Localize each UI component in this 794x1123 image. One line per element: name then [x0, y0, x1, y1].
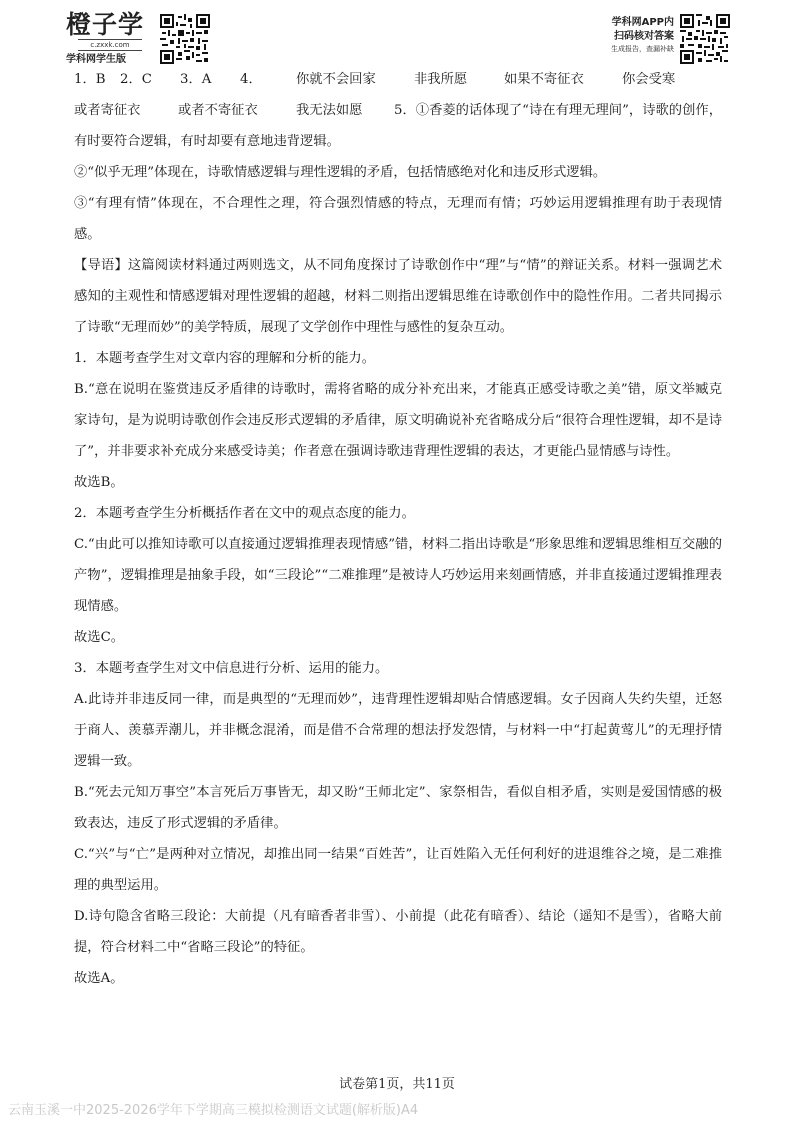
watermark: 云南玉溪一中2025-2026学年下学期高三模拟检测语文试题(解析版)A4 [8, 1103, 419, 1118]
answer-q4-a: 你就不会回家 [296, 72, 376, 87]
paragraph: A.此诗并非违反同一律，而是典型的“无理而妙”，违背理性逻辑却贴合情感逻辑。女子因商人失约失望，迁怒于商人、羡慕弄潮儿，并非概念混淆，而是借不合常理的想法抒发怨情，与材料一中“打起黄莺儿”的无理抒情逻辑一致。 [74, 692, 722, 769]
answer-q3: 3．A [180, 72, 212, 87]
answer-q1: 1．B [74, 72, 106, 87]
answer-line [74, 95, 722, 157]
paragraph: ③“有理有情”体现在，不合理性之理，符合强烈情感的特点，无理而有情；巧妙运用逻辑推理有助于表现情感。 [74, 196, 722, 242]
question-heading: 3．本题考查学生对文中信息进行分析、运用的能力。 [74, 661, 389, 676]
answer-content [74, 64, 722, 994]
answer-q4-b: 非我所愿 [414, 72, 468, 87]
answer-choice: 故选B。 [74, 475, 124, 490]
answer-q4-g: 我无法如愿 [296, 103, 363, 118]
brand-subtitle: 学科网学生版 [66, 54, 126, 65]
qr-code-icon [680, 14, 730, 64]
brand-name: 橙子学 [66, 10, 145, 39]
answer-q4-c: 如果不寄征衣 [504, 72, 584, 87]
promo-text [611, 16, 674, 55]
answer-q4-f: 或者不寄征衣 [178, 103, 258, 118]
paragraph: C.“兴”与“亡”是两种对立情况，却推出同一结果“百姓苦”，让百姓陷入无任何利好的进退维谷之境，是二难推理的典型运用。 [74, 847, 722, 893]
promo-line-1: 学科网APP内 [611, 17, 674, 28]
answer-q4-e: 或者寄征衣 [74, 103, 141, 118]
question-heading: 1．本题考查学生对文章内容的理解和分析的能力。 [74, 351, 375, 366]
answer-q5: 5．①香菱的话体现了“诗在有理无理间”，诗歌的创作，有时要符合逻辑，有时却要有意地违背逻辑。 [74, 103, 722, 149]
promo-line-3: 生成报告，查漏补缺 [611, 45, 674, 53]
answer-line [74, 64, 722, 95]
paragraph: ②“似乎无理”体现在，诗歌情感逻辑与理性逻辑的矛盾，包括情感绝对化和违反形式逻辑。 [74, 165, 607, 180]
guide-paragraph: 【导语】这篇阅读材料通过两则选文，从不同角度探讨了诗歌创作中“理”与“情”的辩证关系。材料一强调艺术感知的主观性和情感逻辑对理性逻辑的超越，材料二则指出逻辑思维在诗歌创作中的隐性作用。二者共同揭示了诗歌“无理而妙”的美学特质，展现了文学创作中理性与感性的复杂互动。 [74, 258, 722, 335]
answer-q2: 2．C [120, 72, 152, 87]
qr-code-icon [160, 14, 210, 64]
promo-header [570, 14, 730, 70]
answer-q4: 4． [240, 72, 262, 87]
brand-domain: c.zxxk.com [78, 39, 142, 51]
promo-line-2: 扫码核对答案 [614, 31, 674, 42]
paragraph: B.“意在说明在鉴赏违反矛盾律的诗歌时，需将省略的成分补充出来，才能真正感受诗歌之美”错，原文举臧克家诗句，是为说明诗歌创作会违反形式逻辑的矛盾律，原文明确说补充省略成分后“很符合理性逻辑，却不是诗了”，并非要求补充成分来感受诗美；作者意在强调诗歌违背理性逻辑的表达，才更能凸显情感与诗性。 [74, 382, 722, 459]
answer-q4-d: 你会受寒 [622, 72, 676, 87]
brand-logo [66, 12, 158, 67]
paragraph: D.诗句隐含省略三段论：大前提（凡有暗香者非雪）、小前提（此花有暗香）、结论（遥知不是雪），省略大前提，符合材料二中“省略三段论”的特征。 [74, 909, 722, 955]
paragraph: B.“死去元知万事空”本言死后万事皆无，却又盼“王师北定”、家祭相告，看似自相矛盾，实则是爱国情感的极致表达，违反了形式逻辑的矛盾律。 [74, 785, 722, 831]
answer-choice: 故选A。 [74, 971, 124, 986]
page-number: 试卷第1页，共11页 [339, 1077, 455, 1092]
paragraph: C.“由此可以推知诗歌可以直接通过逻辑推理表现情感”错，材料二指出诗歌是“形象思维和逻辑思维相互交融的产物”，逻辑推理是抽象手段，如“三段论”“二难推理”是被诗人巧妙运用来刻画情感，并非直接通过逻辑推理表现情感。 [74, 537, 722, 614]
question-heading: 2．本题考查学生分析概括作者在文中的观点态度的能力。 [74, 506, 415, 521]
answer-choice: 故选C。 [74, 630, 125, 645]
brand-header [66, 12, 212, 68]
